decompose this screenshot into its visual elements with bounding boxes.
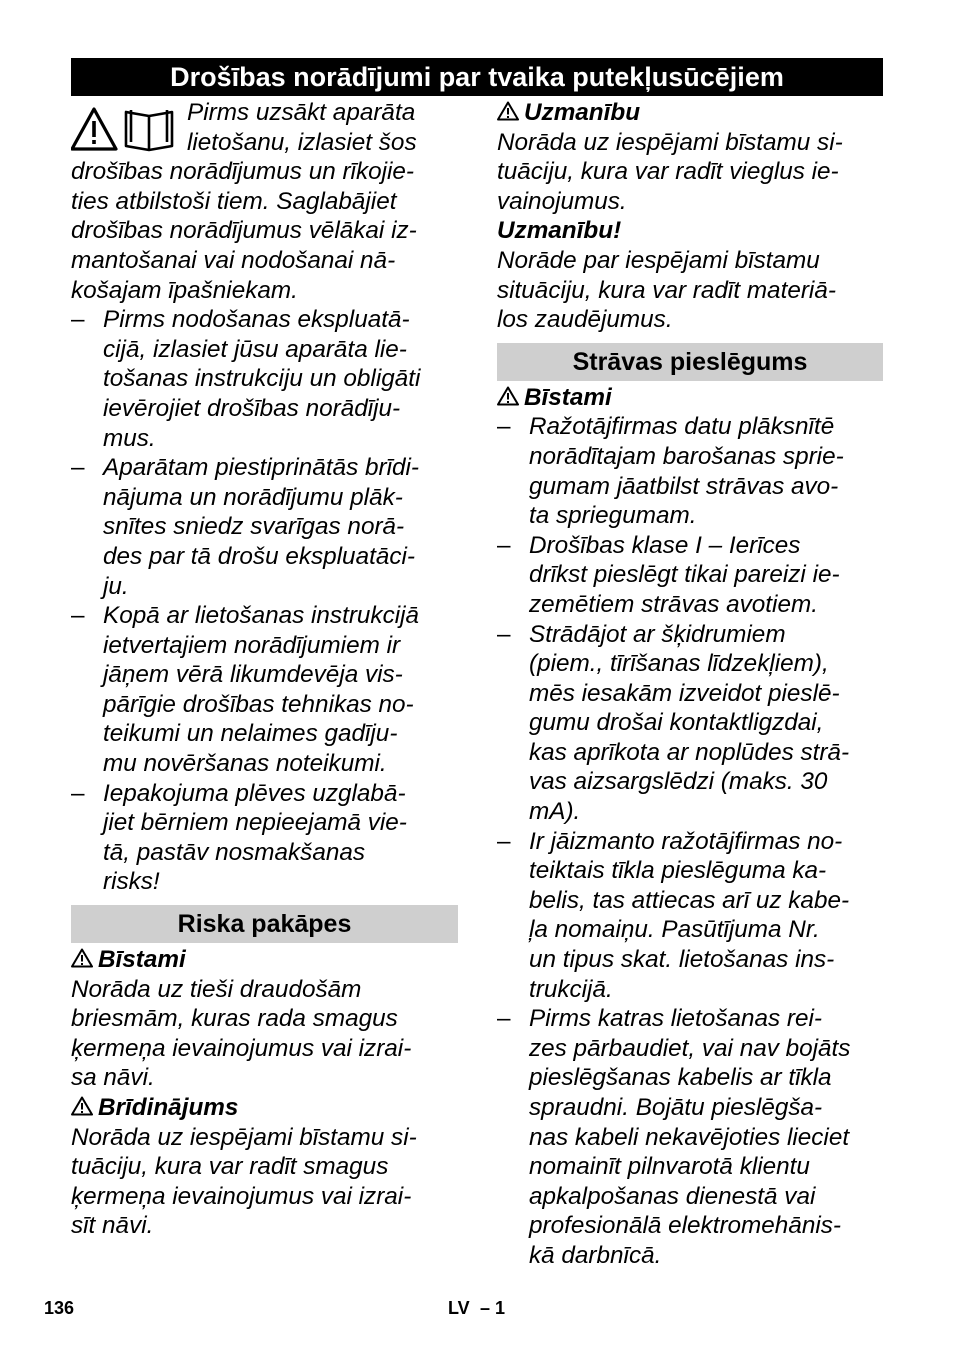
bullet-line: un tipus skat. lietošanas ins- [529,946,835,974]
bullet-line: – Ražotājfirmas datu plāksnītē [497,412,883,442]
bullet-line: – Strādājot ar šķidrumiem [497,620,883,650]
bullet-line: vas aizsargslēdzi (maks. 30 [529,768,828,796]
hazard-text-line: ķermeņa ievainojumus vai izrai- [71,1182,412,1210]
hazard-label-line [71,1093,458,1123]
hazard-text-line: Norāda uz iespējami bīstamu si- [71,1123,417,1151]
bullet-item [71,453,458,601]
bullet-item [71,305,458,453]
intro-line: ties atbilstoši tiem. Saglabājiet [71,187,397,215]
warning-manual-icons [71,106,179,152]
right-column [497,98,883,1271]
bullet-line: trukcijā. [529,975,613,1003]
bullet-line: zes pārbaudiet, vai nav bojāts [529,1034,851,1062]
bullet-line: jiet bērniem nepieejamā vie- [103,809,407,837]
bullet-line: mu novēršanas noteikumi. [103,750,387,778]
bullet-line: norādītajam barošanas sprie- [529,442,844,470]
bullet-line: – Drošības klase I – Ierīces [497,531,883,561]
bullet-line: – Pirms nodošanas ekspluatā- [71,305,458,335]
bullet-line: tā, pastāv nosmakšanas [103,838,366,866]
bullet-line: nas kabeli nekavējoties lieciet [529,1123,850,1151]
bullet-line: teiktais tīkla pieslēguma ka- [529,857,827,885]
warning-triangle-icon [71,948,93,968]
attention-label: Uzmanību! [497,217,622,245]
section-heading-power-connection: Strāvas pieslēgums [497,343,883,381]
intro-line: drošības norādījumus un rīkojie- [71,158,415,186]
attention-text-line: situāciju, kura var radīt materiā- [497,276,836,304]
bullet-line: apkalpošanas dienestā vai [529,1182,816,1210]
bullet-line: belis, tas attiecas arī uz kabe- [529,886,850,914]
bullet-line: ju. [103,572,129,600]
caution-block [497,98,883,216]
bullet-line: tošanas instrukciju un obligāti [103,365,421,393]
bullet-line: teikumi un nelaimes gadīju- [103,720,398,748]
hazard-text-line: Norāda uz tieši draudošām [71,975,362,1003]
warning-triangle-icon [497,386,519,406]
hazard-text-line: tuāciju, kura var radīt smagus [71,1153,389,1181]
bullet-line: nomainīt pilnvarotā klientu [529,1153,810,1181]
bullet-line: mus. [103,424,156,452]
bullet-item [71,779,458,897]
bullet-line: gumam jāatbilst strāvas avo- [529,472,839,500]
intro-block [71,98,458,305]
bullet-item [497,412,883,530]
bullet-line: kā darbnīcā. [529,1241,662,1269]
open-book-icon [126,110,172,150]
hazard-text-line: sa nāvi. [71,1064,155,1092]
bullet-line: des par tā drošu ekspluatāci- [103,542,415,570]
intro-line: lietošanu, izlasiet šos [187,128,417,156]
right-bullet-list [497,412,883,1270]
intro-line: drošības norādījumus vēlākai iz- [71,217,417,245]
hazard-text-line: ķermeņa ievainojumus vai izrai- [71,1034,412,1062]
hazard-text-line: briesmām, kuras rada smagus [71,1005,398,1033]
bullet-line: zemētiem strāvas avotiem. [529,590,818,618]
bullet-line: snītes sniedz svarīgas norā- [103,513,405,541]
page-number: 136 [44,1298,75,1318]
risk-level-list [71,945,458,1241]
danger-label: Bīstami [524,383,612,411]
intro-line: Pirms uzsākt aparāta [187,99,416,126]
bullet-line: cijā, izlasiet jūsu aparāta lie- [103,335,407,363]
hazard-text-line: sīt nāvi. [71,1212,154,1240]
caution-label-line [497,98,883,128]
bullet-line: ievērojiet drošības norādīju- [103,394,401,422]
left-column [71,98,458,1241]
caution-label: Uzmanību [524,99,641,126]
bullet-line: drīkst pieslēgt tikai pareizi ie- [529,561,840,589]
intro-line: košajam īpašniekam. [71,276,298,304]
warning-triangle-icon [72,109,116,149]
bullet-line: ta spriegumam. [529,502,697,530]
bullet-line: spraudni. Bojātu pieslēgša- [529,1094,823,1121]
bullet-line: profesionālā elektromehānis- [529,1212,841,1240]
section-heading-risk-levels: Riska pakāpes [71,905,458,943]
page-suffix: – 1 [480,1298,506,1318]
bullet-line: ietvertajiem norādījumiem ir [103,631,401,659]
bullet-line: mēs iesakām izveidot pieslē- [529,679,840,707]
caution-text-line: vainojumus. [497,187,627,215]
bullet-item [497,531,883,620]
bullet-line: kas aprīkota ar noplūdes strā- [529,738,850,766]
bullet-item [497,1004,883,1270]
bullet-line: risks! [103,868,160,896]
bullet-line: ļa nomaiņu. Pasūtījuma Nr. [529,916,820,944]
bullet-line: pārīgie drošības tehnikas no- [103,690,414,718]
warning-triangle-icon [497,101,519,121]
attention-block [497,216,883,334]
bullet-line: pieslēgšanas kabelis ar tīkla [529,1064,832,1092]
caution-text-line: tuāciju, kura var radīt vieglus ie- [497,158,839,186]
page-language-code: LV [448,1298,470,1318]
warning-triangle-icon [71,1096,93,1116]
bullet-line: – Iepakojuma plēves uzglabā- [71,779,458,809]
bullet-item [497,827,883,1005]
bullet-line: – Ir jāizmanto ražotājfirmas no- [497,827,883,857]
intro-line: mantošanai vai nodošanai nā- [71,246,396,274]
bullet-line: (piem., tīrīšanas līdzekļiem), [529,650,829,678]
bullet-line: – Kopā ar lietošanas instrukcijā [71,601,458,631]
hazard-label: Brīdinājums [98,1094,239,1121]
danger-label-line [497,383,883,413]
attention-text-line: Norāde par iespējami bīstamu [497,246,820,274]
bullet-line: – Aparātam piestiprinātās brīdi- [71,453,458,483]
hazard-label: Bīstami [98,946,186,974]
page-title: Drošības norādījumi par tvaika putekļusūcējiem [71,58,883,96]
caution-text-line: Norāda uz iespējami bīstamu si- [497,128,843,156]
bullet-item [497,620,883,827]
hazard-label-line [71,945,458,975]
bullet-line: mA). [529,798,581,826]
attention-text-line: los zaudējumus. [497,306,673,334]
left-bullet-list [71,305,458,897]
bullet-line: jāņem vērā likumdevēja vis- [103,661,403,689]
bullet-line: nājuma un norādījumu plāk- [103,483,403,511]
bullet-line: – Pirms katras lietošanas rei- [497,1004,883,1034]
bullet-item [71,601,458,779]
bullet-line: gumu drošai kontaktligzdai, [529,709,824,737]
